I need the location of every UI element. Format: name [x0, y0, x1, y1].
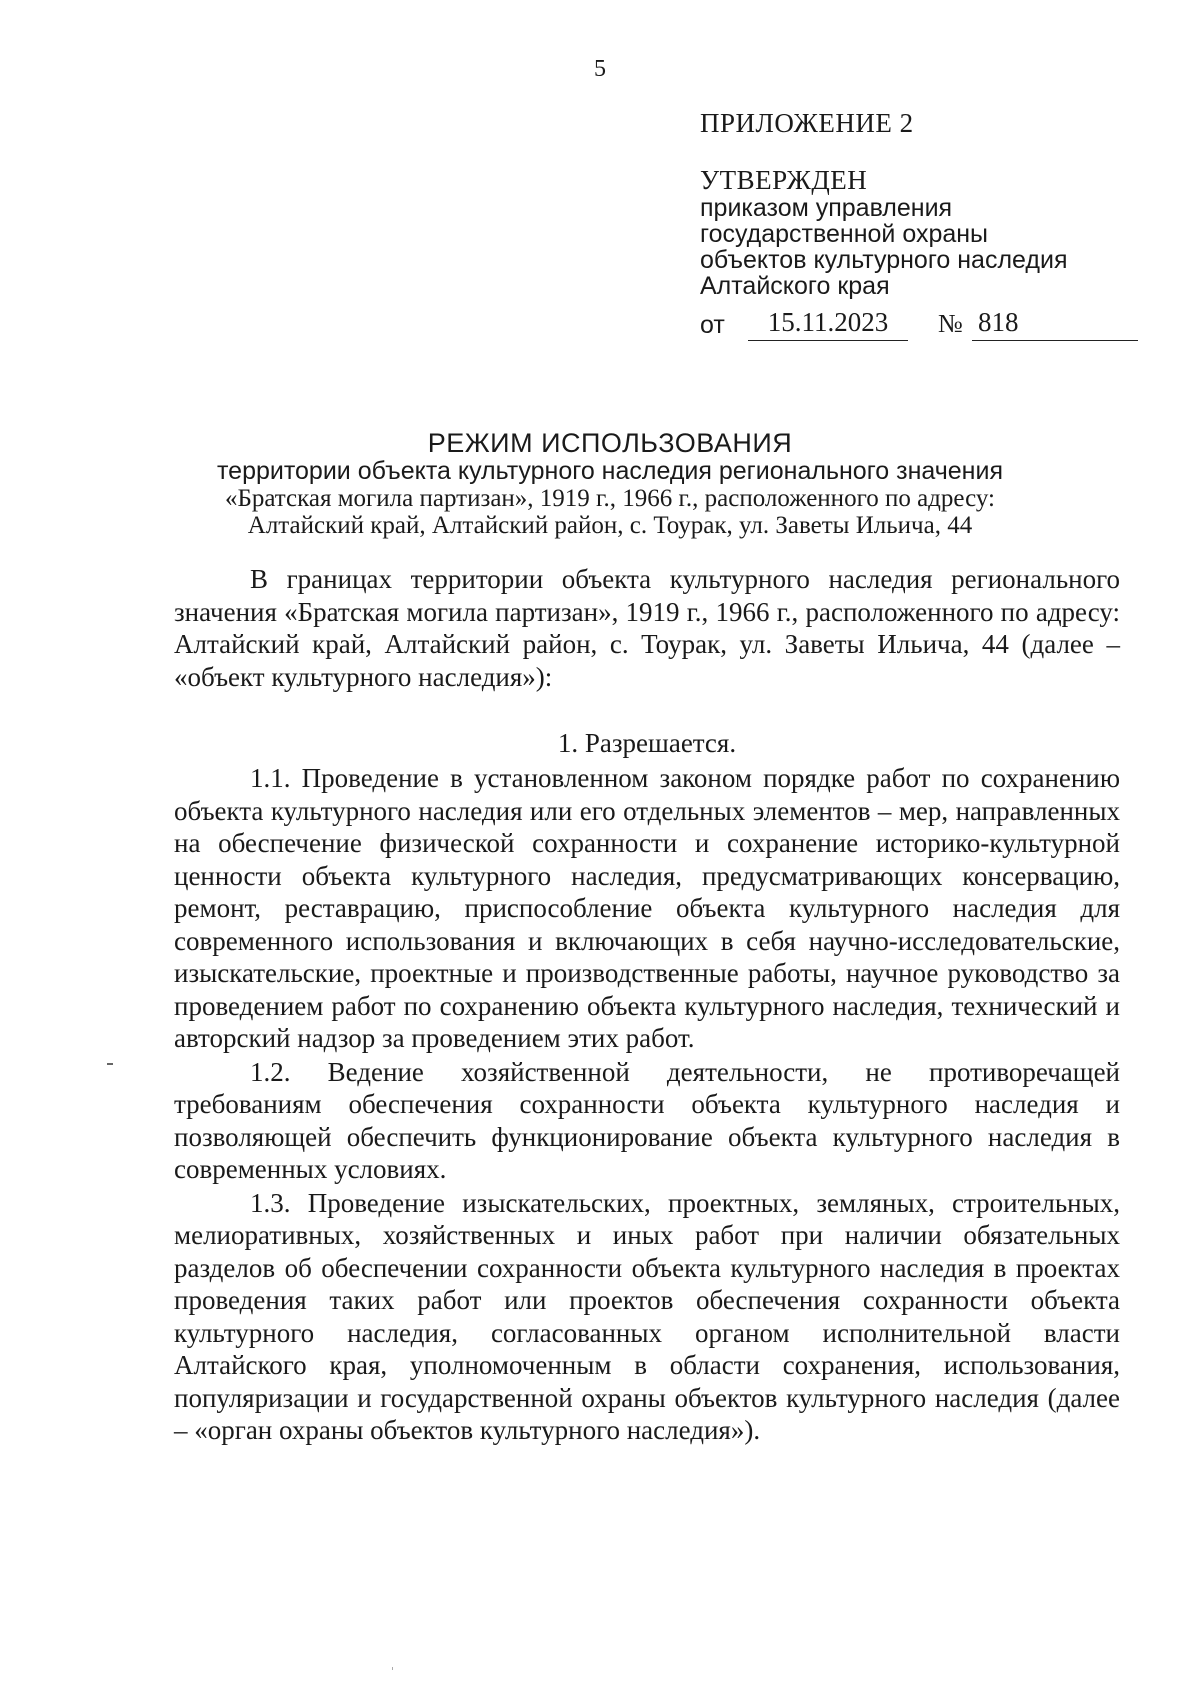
order-date: 15.11.2023 [748, 307, 908, 341]
section-1-items [174, 762, 1120, 1448]
approved-label: УТВЕРЖДЕН [700, 165, 868, 195]
annex-label: ПРИЛОЖЕНИЕ 2 [700, 108, 914, 138]
item-1-3: 1.3. Проведение изыскательских, проектных, земляных, строительных, мелиоративных, хозяйственных и иных работ при наличии обязательных разделов об обеспечении сохранности объекта культурного наследия в проектах проведения таких работ или проектов обеспечения сохранности объекта культурного наследия, согласованных органом исполнительной власти Алтайского края, уполномоченным в области сохранения, использования, популяризации и государственной охраны объектов культурного наследия (далее – «орган охраны объектов культурного наследия»). [174, 1187, 1120, 1445]
order-line: приказом управления [700, 194, 953, 222]
document-title [160, 428, 1060, 539]
item-1-2: 1.2. Ведение хозяйственной деятельности, не противоречащей требованиям обеспечения сохранности объекта культурного наследия и позволяющей обеспечить функционирование объекта культурного наследия в современных условиях. [174, 1056, 1120, 1184]
title-line-3: Алтайский край, Алтайский район, с. Тоурак, ул. Заветы Ильича, 44 [247, 512, 973, 539]
title-line-2: «Братская могила партизан», 1919 г., 1966 г., расположенного по адресу: [224, 485, 995, 512]
title-main: РЕЖИМ ИСПОЛЬЗОВАНИЯ [427, 428, 793, 458]
approval-block [700, 108, 1140, 347]
order-line: объектов культурного наследия [700, 246, 1068, 274]
scan-mark [107, 1063, 113, 1065]
section-1-heading: 1. Разрешается. [557, 728, 737, 758]
scan-dot [392, 1667, 393, 1670]
order-number: 818 [972, 307, 1138, 341]
intro-paragraph-block [174, 563, 1120, 693]
intro-paragraph: В границах территории объекта культурного наследия регионального значения «Братская могила партизан», 1919 г., 1966 г., расположенного по адресу: Алтайский край, Алтайский район, с. Тоурак, ул. Заветы Ильича, 44 (далее – «объект культурного наследия»): [174, 564, 1120, 692]
order-line: государственной охраны [700, 220, 989, 248]
order-line: Алтайского края [700, 272, 890, 300]
item-1-1: 1.1. Проведение в установленном законом порядке работ по сохранению объекта культурного наследия или его отдельных элементов – мер, направленных на обеспечение физической сохранности и сохранение историко-культурной ценности объекта культурного наследия, предусматривающих консервацию, ремонт, реставрацию, приспособление объекта культурного наследия для современного использования и включающих в себя научно-исследовательские, изыскательские, проектные и производственные работы, научное руководство за проведением работ по сохранению объекта культурного наследия, технический и авторский надзор за проведением этих работ. [174, 763, 1120, 1053]
number-label: № [938, 309, 963, 338]
page-number: 5 [594, 56, 606, 82]
order-date-row [700, 307, 1140, 347]
title-line-1: территории объекта культурного наследия регионального значения [217, 457, 1003, 485]
date-label: от [700, 311, 725, 339]
